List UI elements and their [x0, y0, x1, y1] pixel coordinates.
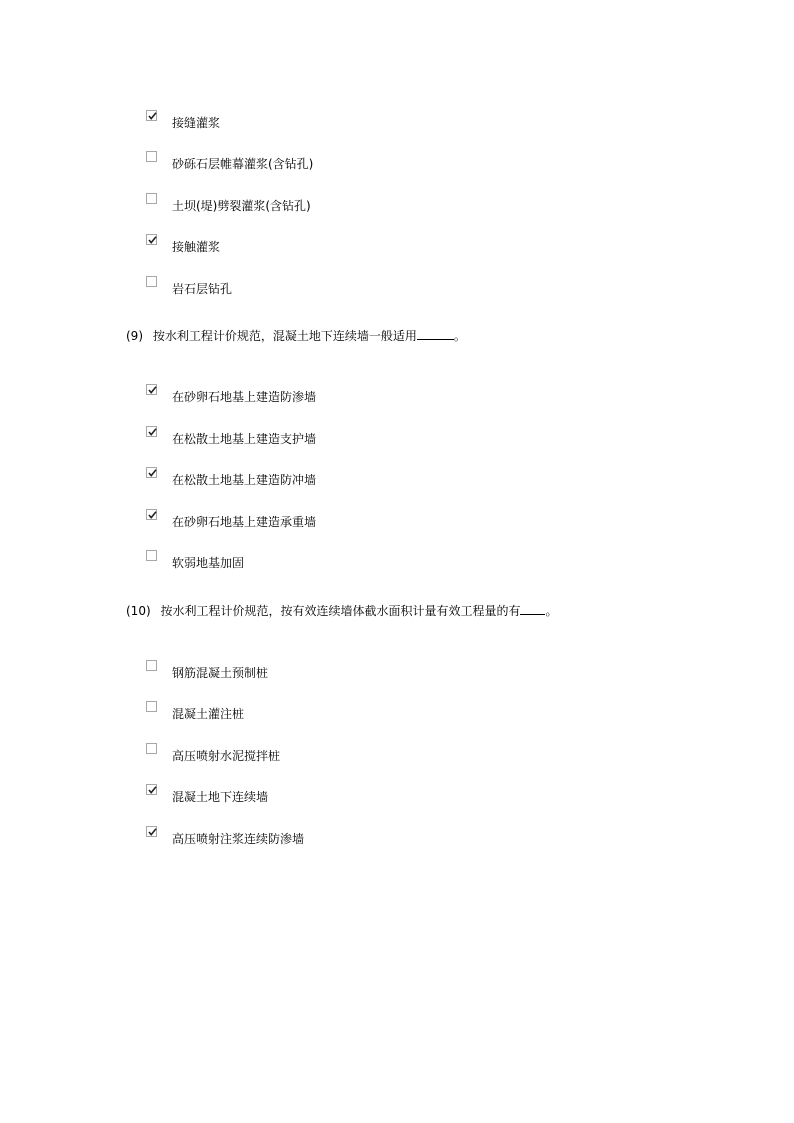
checkmark-icon: [147, 427, 158, 438]
answer-blank: [417, 330, 454, 340]
checkbox[interactable]: [146, 276, 157, 287]
checkbox[interactable]: [146, 467, 157, 478]
option-row: [146, 784, 546, 804]
checkmark-icon: [147, 510, 158, 521]
option-row: [146, 660, 546, 680]
question-9-prompt: [126, 329, 466, 343]
checkbox[interactable]: [146, 826, 157, 837]
checkmark-icon: [147, 468, 158, 479]
checkmark-icon: [147, 235, 158, 246]
option-label: 钢筋混凝土预制桩: [172, 666, 269, 680]
option-row: [146, 151, 546, 171]
option-row: [146, 701, 546, 721]
checkmark-icon: [147, 385, 158, 396]
question-end-mark: 。: [453, 329, 466, 343]
option-label: 在松散土地基上建造支护墙: [172, 432, 317, 446]
checkmark-icon: [147, 785, 158, 796]
checkbox[interactable]: [146, 509, 157, 520]
option-label: 软弱地基加固: [172, 556, 245, 570]
option-row: [146, 426, 546, 446]
option-label: 在松散土地基上建造防冲墙: [172, 473, 317, 487]
question-text: 按水利工程计价规范，按有效连续墙体截水面积计量有效工程量的有: [160, 604, 521, 618]
option-row: [146, 110, 546, 130]
question-number: (9): [126, 329, 143, 343]
question-10-prompt: [126, 604, 558, 618]
option-row: [146, 743, 546, 763]
checkmark-icon: [147, 111, 158, 122]
option-label: 接触灌浆: [172, 240, 221, 254]
checkbox[interactable]: [146, 110, 157, 121]
option-label: 高压喷射注浆连续防渗墙: [172, 832, 305, 846]
option-row: [146, 826, 546, 846]
option-row: [146, 509, 546, 529]
checkbox[interactable]: [146, 151, 157, 162]
checkbox[interactable]: [146, 193, 157, 204]
option-label: 混凝土地下连续墙: [172, 790, 269, 804]
checkbox[interactable]: [146, 234, 157, 245]
checkbox[interactable]: [146, 550, 157, 561]
option-label: 砂砾石层帷幕灌浆(含钻孔): [172, 157, 314, 171]
checkbox[interactable]: [146, 384, 157, 395]
checkbox[interactable]: [146, 784, 157, 795]
option-row: [146, 467, 546, 487]
option-row: [146, 193, 546, 213]
option-label: 接缝灌浆: [172, 116, 221, 130]
question-text: 按水利工程计价规范，混凝土地下连续墙一般适用: [152, 329, 417, 343]
checkbox[interactable]: [146, 701, 157, 712]
option-label: 岩石层钻孔: [172, 282, 233, 296]
option-row: [146, 234, 546, 254]
option-label: 高压喷射水泥搅拌桩: [172, 749, 281, 763]
question-number: (10): [126, 604, 151, 618]
option-label: 混凝土灌注桩: [172, 707, 245, 721]
question-end-mark: 。: [545, 604, 558, 618]
checkbox[interactable]: [146, 743, 157, 754]
answer-blank: [520, 605, 545, 615]
option-label: 在砂卵石地基上建造防渗墙: [172, 390, 317, 404]
checkmark-icon: [147, 827, 158, 838]
checkbox[interactable]: [146, 426, 157, 437]
option-label: 在砂卵石地基上建造承重墙: [172, 515, 317, 529]
option-row: [146, 550, 546, 570]
option-label: 土坝(堤)劈裂灌浆(含钻孔): [172, 199, 311, 213]
option-row: [146, 384, 546, 404]
checkbox[interactable]: [146, 660, 157, 671]
option-row: [146, 276, 546, 296]
